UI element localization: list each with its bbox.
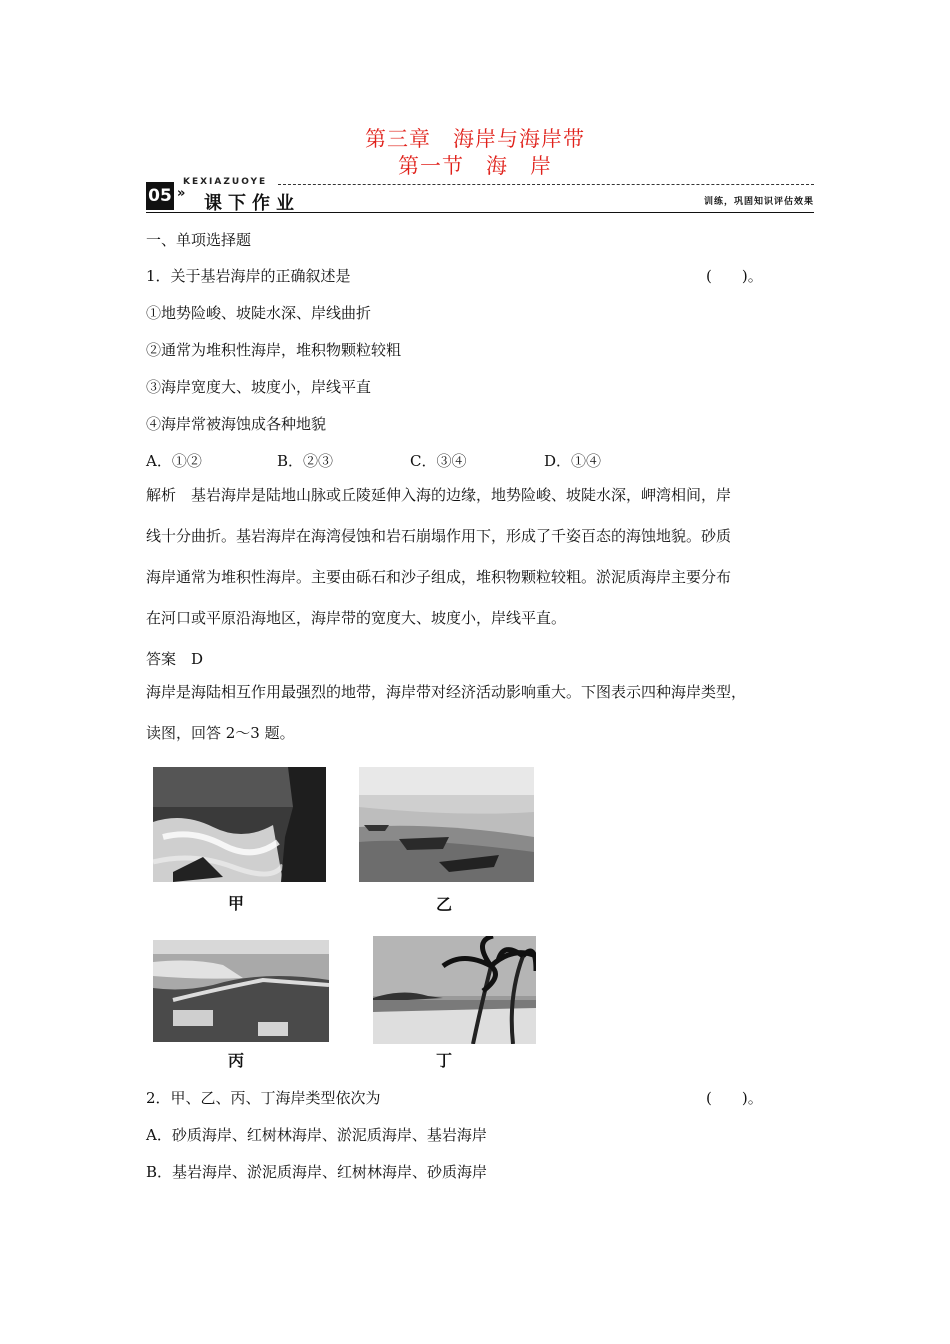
section-heading: 一、单项选择题	[146, 231, 252, 249]
photo-mudflat-coast	[359, 767, 534, 882]
chapter-title: 第三章 海岸与海岸带	[365, 127, 585, 151]
aerial-coast-image	[153, 940, 329, 1042]
q1-option-a: A．①②	[146, 452, 202, 470]
q2-answer-blank: ( )。	[706, 1089, 763, 1107]
intro-paragraph	[146, 672, 806, 754]
q1-stem: 1．关于基岩海岸的正确叙述是	[146, 267, 351, 285]
banner-arrows-icon: »	[177, 186, 186, 201]
banner-pinyin: KEXIAZUOYE	[183, 177, 268, 187]
homework-banner	[146, 177, 814, 214]
photo-sandy-beach	[373, 936, 536, 1044]
rocky-coast-image	[153, 767, 326, 882]
q1-answer-blank: ( )。	[706, 267, 763, 285]
caption-yi: 乙	[436, 895, 453, 914]
analysis-line: 线十分曲折。基岩海岸在海湾侵蚀和岩石崩塌作用下，形成了千姿百态的海蚀地貌。砂质	[146, 527, 732, 545]
intro-line: 读图，回答 2～3 题。	[146, 724, 295, 742]
q1-answer: 答案 D	[146, 650, 204, 668]
banner-title: 课下作业	[204, 193, 300, 214]
analysis-line: 在河口或平原沿海地区，海岸带的宽度大、坡度小，岸线平直。	[146, 609, 567, 627]
analysis-line: 解析 基岩海岸是陆地山脉或丘陵延伸入海的边缘，地势险峻、坡陡水深，岬湾相间，岸	[146, 486, 732, 504]
mudflat-image	[359, 767, 534, 882]
analysis-line: 海岸通常为堆积性海岸。主要由砾石和沙子组成，堆积物颗粒较粗。淤泥质海岸主要分布	[146, 568, 732, 586]
banner-rule	[146, 212, 814, 213]
q2-option-b: B．基岩海岸、淤泥质海岸、红树林海岸、砂质海岸	[146, 1163, 488, 1181]
q1-option-b: B．②③	[277, 452, 334, 470]
photo-aerial-coast	[153, 940, 329, 1042]
q1-item: ②通常为堆积性海岸，堆积物颗粒较粗	[146, 341, 402, 359]
q1-item: ③海岸宽度大、坡度小，岸线平直	[146, 378, 372, 396]
caption-bing: 丙	[228, 1051, 245, 1070]
section-title: 第一节 海 岸	[398, 154, 552, 178]
intro-line: 海岸是海陆相互作用最强烈的地带，海岸带对经济活动影响重大。下图表示四种海岸类型，	[146, 683, 747, 701]
sandy-beach-image	[373, 936, 536, 1044]
photo-rocky-coast	[153, 767, 326, 882]
q1-option-d: D．①④	[544, 452, 602, 470]
q1-analysis	[146, 475, 806, 639]
q1-item: ④海岸常被海蚀成各种地貌	[146, 415, 327, 433]
banner-note: 训练，巩固知识评估效果	[703, 197, 814, 207]
banner-dashed-line	[278, 184, 814, 185]
q1-item: ①地势险峻、坡陡水深、岸线曲折	[146, 304, 372, 322]
q2-stem: 2．甲、乙、丙、丁海岸类型依次为	[146, 1089, 381, 1107]
caption-ding: 丁	[436, 1051, 453, 1070]
q1-option-c: C．③④	[410, 452, 467, 470]
banner-number: 05	[146, 182, 174, 210]
caption-jia: 甲	[228, 894, 245, 913]
q2-option-a: A．砂质海岸、红树林海岸、淤泥质海岸、基岩海岸	[146, 1126, 487, 1144]
